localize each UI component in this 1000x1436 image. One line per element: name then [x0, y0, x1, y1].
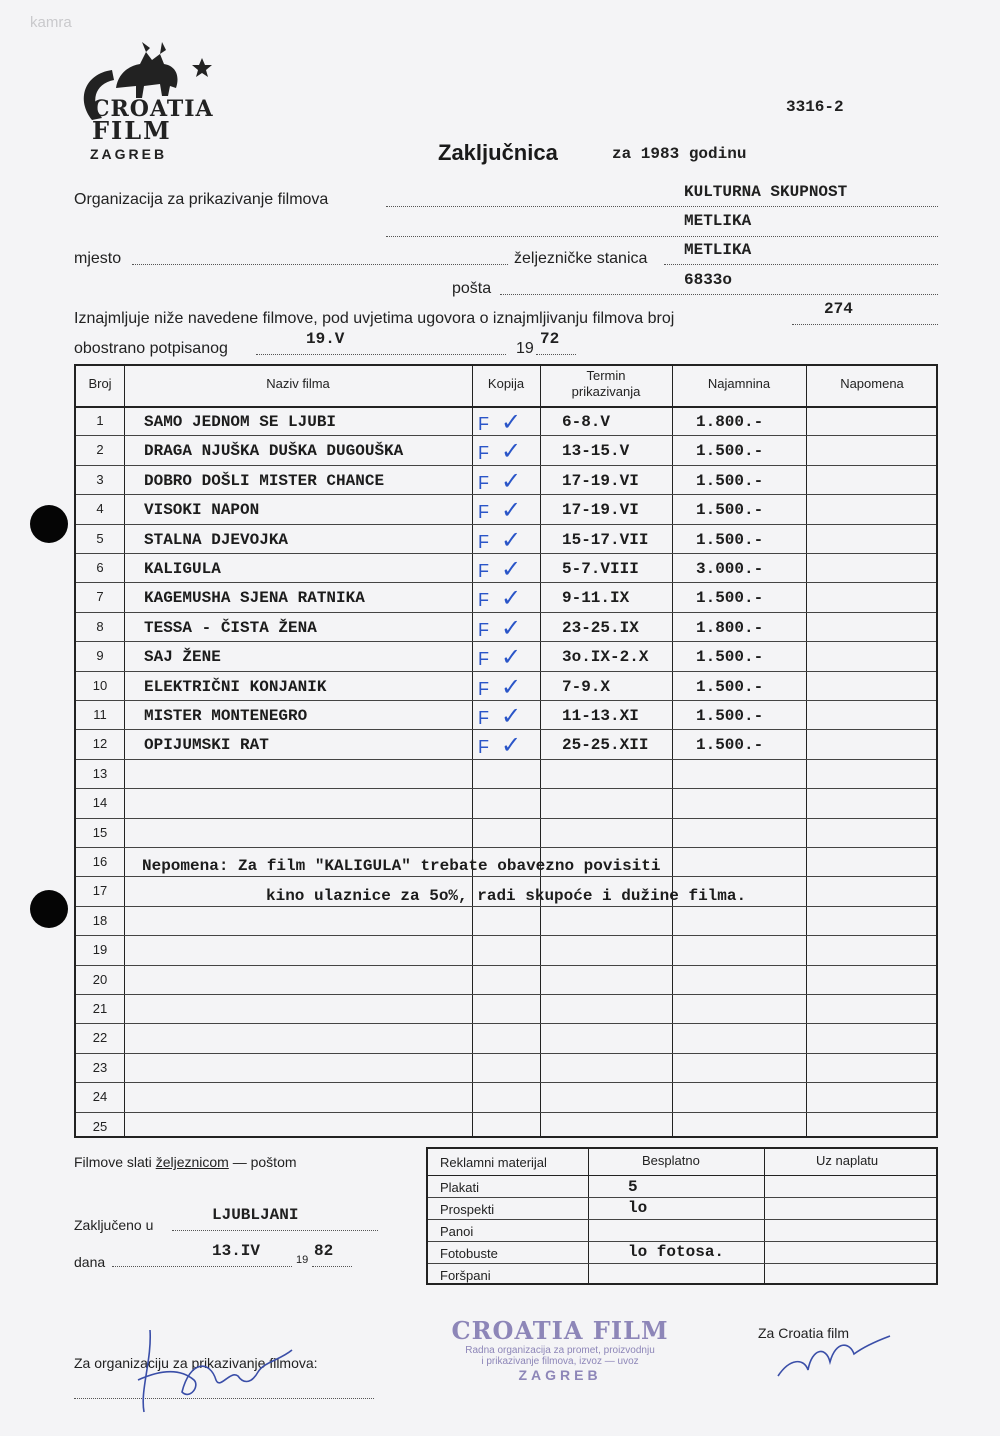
kopija-mark: [478, 614, 521, 643]
row-number: 25: [92, 1118, 108, 1134]
row-number: 17: [92, 883, 108, 899]
kopija-mark: [478, 731, 521, 760]
films-table: [74, 364, 938, 1138]
ad-row-value: lo fotosa.: [628, 1243, 725, 1261]
film-title: TESSA - ČISTA ŽENA: [144, 618, 317, 637]
ad-row-label: Fotobuste: [440, 1246, 498, 1261]
rental-price: 1.500.-: [696, 442, 764, 461]
mjesto-label: mjesto: [74, 250, 122, 267]
kopija-mark: [478, 702, 521, 731]
kopija-letter: F: [478, 619, 489, 640]
row-number: 5: [96, 530, 104, 546]
row-number: 13: [92, 765, 108, 781]
stamp-city: ZAGREB: [518, 1367, 602, 1383]
shipping-line: [74, 1154, 297, 1170]
header-broj: Broj: [88, 376, 112, 391]
shipping-rail: željeznicom: [155, 1154, 229, 1170]
row-divider: [76, 788, 936, 789]
shipping-label: Filmove slati: [74, 1154, 152, 1170]
kopija-mark: [478, 467, 521, 496]
film-title: DRAGA NJUŠKA DUŠKA DUGOUŠKA: [144, 442, 404, 461]
film-title: ELEKTRIČNI KONJANIK: [144, 677, 327, 696]
row-number: 9: [96, 648, 104, 664]
ad-row-value: lo: [628, 1199, 648, 1217]
contract-label: Iznajmljuje niže navedene filmove, pod uvjetima ugovora o iznajmljivanju filmova broj: [74, 310, 675, 327]
dotted-line: [792, 324, 938, 325]
ad-header-paid: Uz naplatu: [816, 1153, 879, 1168]
row-divider: [76, 847, 936, 848]
croatia-film-stamp: [440, 1316, 680, 1383]
contract-number: 274: [824, 300, 853, 318]
checkmark-icon: ✓: [501, 467, 522, 495]
row-number: 18: [92, 912, 108, 928]
kopija-mark: [478, 643, 521, 672]
film-title: KALIGULA: [144, 560, 221, 578]
kopija-letter: F: [478, 502, 489, 523]
screening-date: 7-9.X: [562, 677, 611, 696]
kopija-letter: F: [478, 737, 489, 758]
checkmark-icon: ✓: [501, 497, 522, 525]
header-termin: Termin: [586, 368, 626, 383]
dotted-line: [664, 264, 938, 265]
row-number: 3: [96, 471, 104, 487]
station-label: željezničke stanica: [514, 250, 648, 267]
screening-date: 5-7.VIII: [562, 560, 639, 578]
rental-price: 1.500.-: [696, 530, 764, 549]
screening-date: 3o.IX-2.X: [562, 648, 649, 667]
croatia-film-sign-label: Za Croatia film: [758, 1325, 850, 1341]
row-number: 7: [96, 589, 104, 605]
row-number: 22: [92, 1030, 108, 1046]
kopija-letter: F: [478, 708, 489, 728]
film-title: KAGEMUSHA SJENA RATNIKA: [144, 589, 365, 608]
film-title: MISTER MONTENEGRO: [144, 707, 308, 725]
kopija-letter: F: [478, 472, 489, 493]
logo-line-1: CROATIA: [92, 96, 214, 122]
shipping-dash: —: [232, 1154, 247, 1170]
header-napomena: Napomena: [840, 376, 904, 391]
checkmark-icon: ✓: [501, 438, 522, 466]
film-title: VISOKI NAPON: [144, 501, 260, 520]
screening-date: 25-25.XII: [562, 736, 649, 755]
croatia-film-logo: [72, 40, 232, 165]
kopija-letter: F: [478, 561, 489, 581]
document-number: 3316-2: [786, 98, 844, 116]
row-divider: [76, 700, 936, 701]
kopija-mark: [478, 584, 521, 613]
kopija-mark: [478, 673, 521, 702]
stamp-line-2: Radna organizacija za promet, proizvodnju: [465, 1345, 655, 1356]
org-place: METLIKA: [684, 212, 752, 230]
ad-row-label: Plakati: [440, 1180, 480, 1195]
logo-line-2: FILM: [92, 116, 172, 145]
header-termin-2: prikazivanja: [571, 384, 641, 399]
kopija-letter: F: [478, 649, 489, 670]
ad-material-table: [426, 1147, 938, 1285]
ad-row-value: 5: [628, 1178, 638, 1196]
punch-hole: [30, 890, 68, 928]
row-number: 20: [92, 971, 108, 987]
dotted-line: [172, 1230, 378, 1231]
document-title: Zaključnica: [438, 140, 558, 165]
ad-header-material: Reklamni materijal: [440, 1155, 547, 1170]
row-divider: [76, 729, 936, 730]
dotted-line: [386, 236, 938, 237]
org-sign-label: Za organizaciju za prikazivanje filmova:: [74, 1355, 318, 1371]
shipping-post: poštom: [250, 1154, 297, 1170]
note-line-1: Nepomena: Za film "KALIGULA" trebate obavezno povisiti: [142, 857, 661, 875]
org-label: Organizacija za prikazivanje filmova: [74, 191, 329, 208]
checkmark-icon: ✓: [501, 732, 522, 760]
row-divider: [76, 1023, 936, 1024]
concluded-year-prefix: 19: [296, 1254, 309, 1266]
film-title: DOBRO DOŠLI MISTER CHANCE: [144, 471, 385, 490]
rental-price: 3.000.-: [696, 560, 764, 578]
kopija-letter: F: [478, 590, 489, 611]
ad-row-label: Foršpani: [440, 1268, 491, 1283]
checkmark-icon: ✓: [501, 526, 522, 554]
kopija-letter: F: [478, 443, 489, 464]
screening-date: 23-25.IX: [562, 618, 639, 637]
checkmark-icon: ✓: [501, 585, 522, 613]
kopija-mark: [478, 408, 521, 437]
rental-price: 1.500.-: [696, 648, 764, 667]
signed-year: 72: [540, 330, 560, 348]
kopija-letter: F: [478, 678, 489, 699]
concluded-place: LJUBLJANI: [212, 1206, 299, 1224]
checkmark-icon: ✓: [501, 673, 522, 701]
org-value: KULTURNA SKUPNOST: [684, 183, 848, 201]
row-divider: [76, 465, 936, 466]
screening-date: 11-13.XI: [562, 707, 639, 725]
row-divider: [76, 906, 936, 907]
checkmark-icon: ✓: [501, 556, 522, 583]
dotted-line: [112, 1266, 292, 1267]
row-number: 6: [96, 560, 104, 575]
signed-date: 19.V: [306, 330, 345, 348]
kopija-mark: [478, 526, 521, 555]
row-divider: [76, 582, 936, 583]
row-divider: [76, 435, 936, 436]
row-divider: [76, 994, 936, 995]
row-number: 15: [92, 824, 108, 840]
posta-value: 6833o: [684, 271, 733, 289]
title-year: za 1983 godinu: [612, 145, 747, 163]
dotted-line: [312, 1266, 352, 1267]
dotted-line: [536, 354, 576, 355]
screening-date: 9-11.IX: [562, 589, 630, 608]
kopija-mark: [478, 437, 521, 466]
film-title: SAMO JEDNOM SE LJUBI: [144, 413, 337, 431]
screening-date: 15-17.VII: [562, 530, 649, 549]
row-divider: [76, 818, 936, 819]
row-divider: [76, 494, 936, 495]
posta-label: pošta: [452, 280, 492, 297]
dotted-line: [500, 294, 938, 295]
row-number: 2: [96, 442, 104, 458]
signed-label: obostrano potpisanog: [74, 340, 228, 357]
handwritten-signature-right: [770, 1328, 900, 1388]
film-title: OPIJUMSKI RAT: [144, 736, 269, 755]
row-number: 10: [92, 677, 108, 693]
row-number: 4: [96, 501, 104, 517]
station-value: METLIKA: [684, 241, 752, 259]
row-number: 16: [92, 854, 108, 869]
watermark: kamra: [30, 14, 72, 31]
checkmark-icon: ✓: [501, 614, 522, 642]
concluded-label: Zaključeno u: [74, 1217, 154, 1233]
row-number: 1: [96, 413, 104, 428]
punch-hole: [30, 505, 68, 543]
row-divider: [76, 759, 936, 760]
row-number: 21: [92, 1001, 108, 1016]
kopija-letter: F: [478, 414, 489, 434]
row-divider: [76, 671, 936, 672]
film-title: STALNA DJEVOJKA: [144, 530, 289, 549]
header-naziv: Naziv filma: [266, 376, 330, 391]
concluded-date: 13.IV: [212, 1242, 261, 1260]
ad-header-free: Besplatno: [642, 1153, 700, 1168]
checkmark-icon: ✓: [501, 409, 522, 436]
dotted-line: [386, 206, 938, 207]
row-divider: [76, 553, 936, 554]
row-number: 11: [93, 707, 107, 722]
row-divider: [76, 612, 936, 613]
kopija-letter: F: [478, 531, 489, 552]
star-icon: [192, 58, 212, 77]
rental-price: 1.800.-: [696, 618, 764, 637]
header-najamnina: Najamnina: [707, 376, 771, 391]
row-number: 8: [96, 618, 104, 634]
row-number: 12: [92, 736, 108, 752]
concluded-year: 82: [314, 1242, 334, 1260]
row-divider: [76, 641, 936, 642]
row-divider: [76, 1053, 936, 1054]
row-divider: [76, 1112, 936, 1113]
screening-date: 17-19.VI: [562, 501, 639, 520]
dotted-line: [132, 264, 508, 265]
film-title: SAJ ŽENE: [144, 648, 221, 667]
checkmark-icon: ✓: [501, 644, 522, 672]
rental-price: 1.500.-: [696, 677, 764, 696]
row-divider: [76, 935, 936, 936]
rental-price: 1.500.-: [696, 501, 764, 520]
rental-price: 1.800.-: [696, 413, 764, 431]
header-kopija: Kopija: [487, 376, 525, 391]
stamp-line-3: i prikazivanje filmova, izvoz — uvoz: [481, 1356, 639, 1367]
rental-price: 1.500.-: [696, 471, 764, 490]
row-number: 23: [92, 1059, 108, 1075]
signed-year-prefix: 19: [516, 340, 534, 357]
ad-row-label: Panoi: [440, 1224, 474, 1239]
note-line-2: kino ulaznice za 5o%, radi skupoće i dužine filma.: [266, 887, 747, 905]
kopija-mark: [478, 496, 521, 525]
rental-price: 1.500.-: [696, 707, 764, 725]
row-divider: [76, 524, 936, 525]
row-number: 19: [92, 942, 108, 958]
kopija-mark: [478, 555, 521, 584]
screening-date: 17-19.VI: [562, 471, 639, 490]
dotted-line: [256, 354, 506, 355]
screening-date: 13-15.V: [562, 442, 630, 461]
stamp-title: CROATIA FILM: [451, 1316, 669, 1345]
logo-city: ZAGREB: [90, 146, 168, 162]
ad-row-label: Prospekti: [440, 1202, 495, 1217]
checkmark-icon: ✓: [501, 703, 522, 730]
screening-date: 6-8.V: [562, 413, 611, 431]
row-number: 24: [92, 1089, 108, 1105]
date-label: dana: [74, 1254, 106, 1270]
row-divider: [76, 965, 936, 966]
handwritten-signature-left: [130, 1320, 310, 1420]
row-divider: [76, 1082, 936, 1083]
row-divider: [76, 876, 936, 877]
rental-price: 1.500.-: [696, 736, 764, 755]
rental-price: 1.500.-: [696, 589, 764, 608]
row-number: 14: [92, 795, 108, 811]
